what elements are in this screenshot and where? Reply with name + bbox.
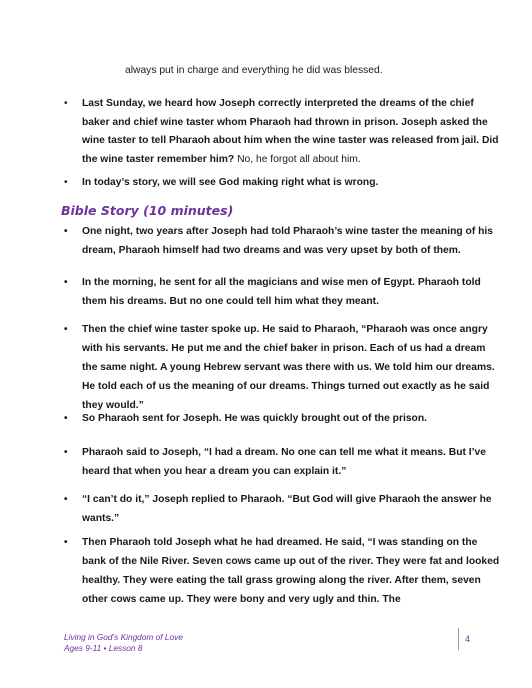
bullet-icon: • <box>64 494 68 505</box>
bullet-text: “I can’t do it,” Joseph replied to Pharaoh. “But God will give Pharaoh the answer he wants.” <box>82 494 492 524</box>
bullet-answer-text: No, he forgot all about him. <box>234 153 361 165</box>
footer-divider <box>458 628 459 650</box>
bullet-icon: • <box>64 447 68 458</box>
bullet-text: One night, two years after Joseph had told Pharaoh’s wine taster the meaning of his dream, Pharaoh himself had two dreams and was very upset by both of them. <box>82 226 493 256</box>
list-item <box>64 95 502 169</box>
continuation-text: always put in charge and everything he did was blessed. <box>125 65 383 76</box>
list-item <box>64 173 502 192</box>
bullet-icon: • <box>64 324 68 335</box>
page-number: 4 <box>465 634 471 644</box>
page-footer <box>64 632 183 654</box>
list-item <box>64 443 502 481</box>
list-item <box>64 409 502 428</box>
bullet-icon: • <box>64 177 68 188</box>
list-item <box>64 533 502 609</box>
bullet-text: Pharaoh said to Joseph, “I had a dream. No one can tell me what it means. But I’ve heard that when you hear a dream you can explain it.” <box>82 447 486 477</box>
bullet-icon: • <box>64 98 68 109</box>
list-item <box>64 320 502 415</box>
section-heading: Bible Story (10 minutes) <box>61 203 234 218</box>
bullet-icon: • <box>64 537 68 548</box>
bullet-icon: • <box>64 226 68 237</box>
bullet-text: So Pharaoh sent for Joseph. He was quickly brought out of the prison. <box>82 413 427 424</box>
bullet-bold-text: In today’s story, we will see God making right what is wrong. <box>82 177 379 188</box>
footer-lesson-info: Ages 9-11 • Lesson 8 <box>64 643 143 653</box>
bullet-icon: • <box>64 277 68 288</box>
list-item <box>64 222 502 260</box>
bullet-text: In the morning, he sent for all the magicians and wise men of Egypt. Pharaoh told them his dreams. But no one could tell him what they meant. <box>82 277 481 307</box>
list-item <box>64 490 502 528</box>
bullet-text: Then the chief wine taster spoke up. He said to Pharaoh, “Pharaoh was once angry with his servants. He put me and the chief baker in prison. Each of us had a dream the same night. A young Hebrew servant was there with us. We told him our dreams. He told each of us the meaning of our dreams. Things turned out exactly as he said they would.” <box>82 324 495 411</box>
bullet-text: Then Pharaoh told Joseph what he had dreamed. He said, “I was standing on the bank of the Nile River. Seven cows came up out of the river. They were fat and looked healthy. They were eating the tall grass growing along the river. After them, seven other cows came up. They were bony and very ugly and thin. The <box>82 537 500 605</box>
list-item <box>64 273 502 311</box>
bullet-bold-text: Last Sunday, we heard how Joseph correctly interpreted the dreams of the chief baker and chief wine taster whom Pharaoh had thrown in prison. Joseph asked the wine taster to tell Pharaoh about him when the wine taster was released from jail. Did the wine taster remember him? <box>82 98 499 165</box>
bullet-icon: • <box>64 413 68 424</box>
footer-course-title: Living in God’s Kingdom of Love <box>64 632 183 642</box>
